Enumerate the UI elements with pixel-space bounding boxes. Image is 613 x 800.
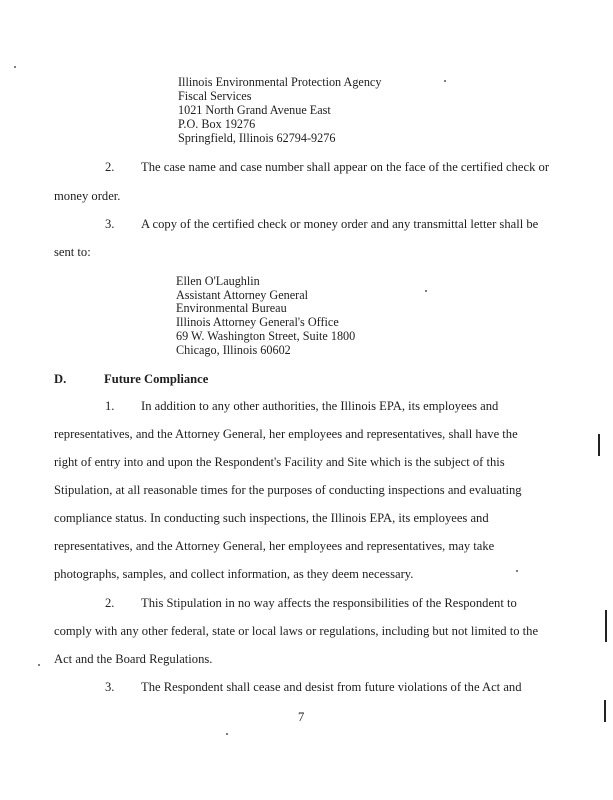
paragraph-text: Act and the Board Regulations.	[54, 652, 213, 666]
scan-edge-mark	[604, 700, 606, 722]
paragraph-text: photographs, samples, and collect information, as they deem necessary.	[54, 567, 414, 581]
paragraph-text: A copy of the certified check or money order and any transmittal letter shall be	[141, 217, 539, 231]
section-heading: Future Compliance	[104, 372, 209, 386]
paragraph-text: The Respondent shall cease and desist from future violations of the Act and	[141, 680, 522, 694]
scan-speck	[516, 570, 518, 572]
paragraph-text: money order.	[54, 189, 121, 203]
scan-edge-mark	[598, 434, 600, 456]
scan-edge-mark	[605, 610, 607, 642]
section-letter: D.	[54, 372, 67, 386]
address-line: Assistant Attorney General	[176, 288, 309, 302]
paragraph-text: compliance status. In conducting such inspections, the Illinois EPA, its employees and	[54, 511, 489, 525]
page-number: 7	[298, 710, 305, 724]
paragraph-number: 2.	[105, 160, 115, 174]
scan-speck	[38, 664, 40, 666]
paragraph-text: sent to:	[54, 245, 91, 259]
paragraph-number: 2.	[105, 596, 115, 610]
paragraph-number: 3.	[105, 217, 115, 231]
paragraph-text: Stipulation, at all reasonable times for the purposes of conducting inspections and evaluating	[54, 483, 522, 497]
scan-speck	[14, 66, 16, 68]
paragraph-text: right of entry into and upon the Respondent's Facility and Site which is the subject of this	[54, 455, 505, 469]
paragraph-text: representatives, and the Attorney General, her employees and representatives, may take	[54, 539, 495, 553]
paragraph-number: 3.	[105, 680, 115, 694]
paragraph-text: The case name and case number shall appear on the face of the certified check or	[141, 160, 550, 174]
scan-speck	[226, 733, 228, 735]
address-line: Ellen O'Laughlin	[176, 274, 260, 288]
address-line: Springfield, Illinois 62794-9276	[178, 131, 336, 145]
address-line: Illinois Attorney General's Office	[176, 315, 339, 329]
address-line: Fiscal Services	[178, 89, 252, 103]
address-line: 69 W. Washington Street, Suite 1800	[176, 329, 356, 343]
scan-speck	[444, 80, 446, 82]
paragraph-text: This Stipulation in no way affects the responsibilities of the Respondent to	[141, 596, 517, 610]
address-line: Environmental Bureau	[176, 301, 287, 315]
paragraph-text: In addition to any other authorities, the Illinois EPA, its employees and	[141, 399, 499, 413]
address-line: Illinois Environmental Protection Agency	[178, 75, 382, 89]
address-line: P.O. Box 19276	[178, 117, 256, 131]
paragraph-text: representatives, and the Attorney General, her employees and representatives, shall have the	[54, 427, 518, 441]
paragraph-text: comply with any other federal, state or local laws or regulations, including but not limited to the	[54, 624, 539, 638]
address-line: 1021 North Grand Avenue East	[178, 103, 331, 117]
scan-speck	[425, 290, 427, 292]
address-line: Chicago, Illinois 60602	[176, 343, 291, 357]
paragraph-number: 1.	[105, 399, 115, 413]
